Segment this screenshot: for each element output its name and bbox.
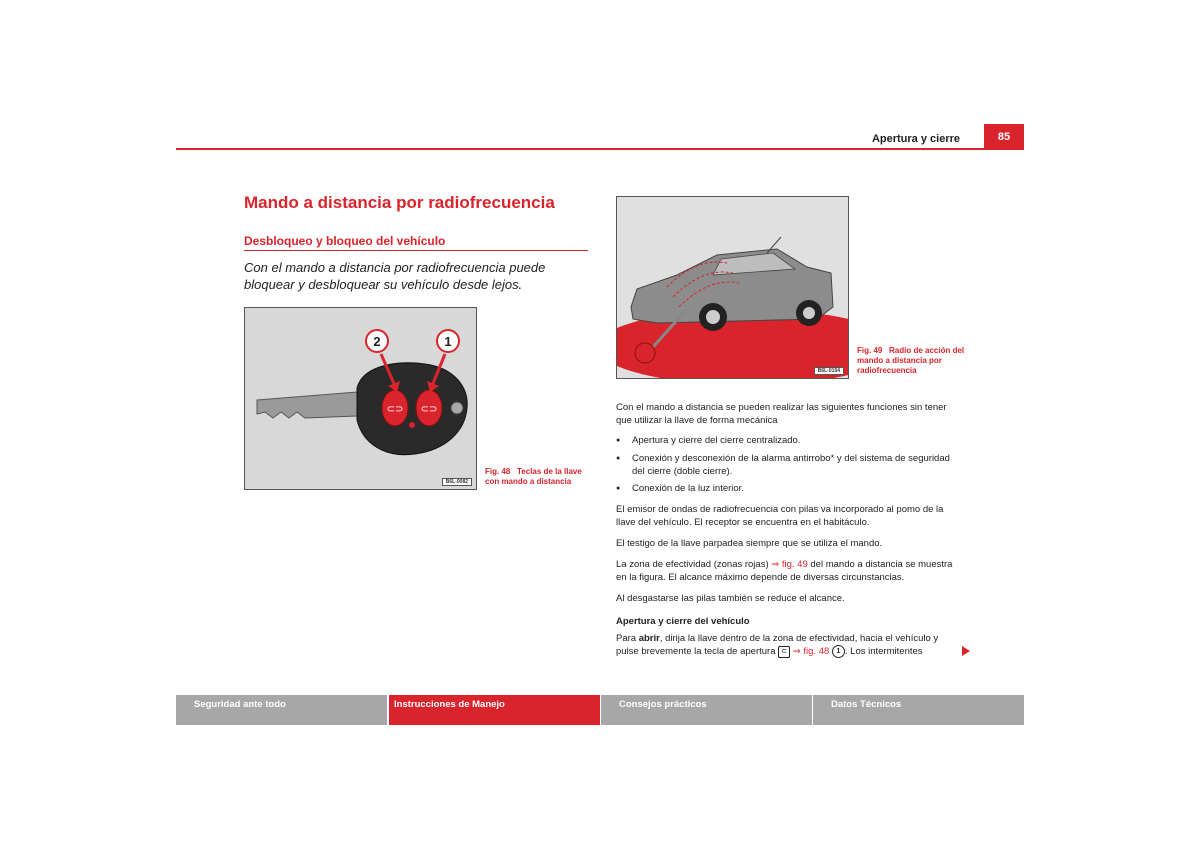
text-run: del mando a distancia se muestra en la figura. El alcance máximo depende de diversas circunstancias. xyxy=(616,559,953,583)
figure-car-range xyxy=(616,196,849,379)
header-rule xyxy=(176,148,1024,150)
tab-seguridad[interactable]: Seguridad ante todo xyxy=(176,695,387,725)
unlock-key-icon: ⊂ xyxy=(778,646,790,658)
figure-reference-link[interactable]: ⇒ fig. 49 xyxy=(771,559,808,570)
paragraph xyxy=(616,632,961,658)
text-run-bold: abrir xyxy=(638,633,660,644)
tab-datos[interactable]: Datos Técnicos xyxy=(813,695,1024,725)
figure-caption-48 xyxy=(485,467,590,487)
intro-text: Con el mando a distancia por radiofrecuencia puede bloquear y desbloquear su vehículo desde lejos. xyxy=(244,260,546,292)
text-run: . Los intermitentes xyxy=(844,646,923,658)
page-number: 85 xyxy=(984,124,1024,150)
text-run: Para xyxy=(616,633,637,644)
caption-number: Fig. 49 xyxy=(857,346,883,355)
tab-instrucciones[interactable]: Instrucciones de Manejo xyxy=(389,695,600,725)
svg-text:⊂⊃: ⊂⊃ xyxy=(386,404,404,415)
callout-1: 1 xyxy=(444,334,452,349)
callout-number: 1 xyxy=(832,645,845,658)
paragraph xyxy=(616,558,961,584)
list-item: ● Apertura y cierre del cierre centralizado. xyxy=(616,434,961,447)
paragraph: El testigo de la llave parpadea siempre que se utiliza el mando. xyxy=(616,538,883,549)
text-run: La zona de efectividad (zonas rojas) xyxy=(616,559,769,570)
caption-text: Radio de acción del mando a distancia por radiofrecuencia xyxy=(857,346,965,375)
figure-key-remote xyxy=(244,307,477,490)
subtitle-rule xyxy=(244,250,588,251)
continue-arrow-icon xyxy=(962,646,970,656)
paragraph: El emisor de ondas de radiofrecuencia con pilas va incorporado al pomo de la llave del vehículo. El receptor se encuentra en el habitáculo. xyxy=(616,504,944,528)
figure-code: B6L-0082 xyxy=(442,478,472,486)
list-item: ● Conexión y desconexión de la alarma antirrobo* y del sistema de seguridad del cierre (doble cierre). xyxy=(616,452,961,478)
running-header-title: Apertura y cierre xyxy=(871,133,960,145)
key-illustration xyxy=(245,308,476,489)
subheading: Apertura y cierre del vehículo xyxy=(616,616,750,627)
paragraph: Al desgastarse las pilas también se reduce el alcance. xyxy=(616,593,845,604)
caption-text: Teclas de la llave con mando a distancia xyxy=(485,467,582,486)
callout-2: 2 xyxy=(373,334,381,349)
caption-number: Fig. 48 xyxy=(485,467,511,476)
figure-code: B6L-0104 xyxy=(814,367,844,375)
text-run: , dirija la llave dentro de la zona de efectividad, hacia el vehículo y pulse brevemente la tecla de apertura xyxy=(616,633,939,658)
figure-reference-link[interactable]: ⇒ fig. 48 xyxy=(792,646,830,658)
figure-caption-49 xyxy=(857,346,967,376)
svg-text:⊂⊃: ⊂⊃ xyxy=(420,404,438,415)
list-item: ● Conexión de la luz interior. xyxy=(616,482,961,495)
car-illustration xyxy=(617,197,848,378)
tab-consejos[interactable]: Consejos prácticos xyxy=(601,695,812,725)
section-title: Mando a distancia por radiofrecuencia xyxy=(244,193,555,212)
paragraph: Con el mando a distancia se pueden realizar las siguientes funciones sin tener que utilizar la llave de forma mecánica xyxy=(616,402,947,426)
section-subtitle: Desbloqueo y bloqueo del vehículo xyxy=(244,234,446,248)
